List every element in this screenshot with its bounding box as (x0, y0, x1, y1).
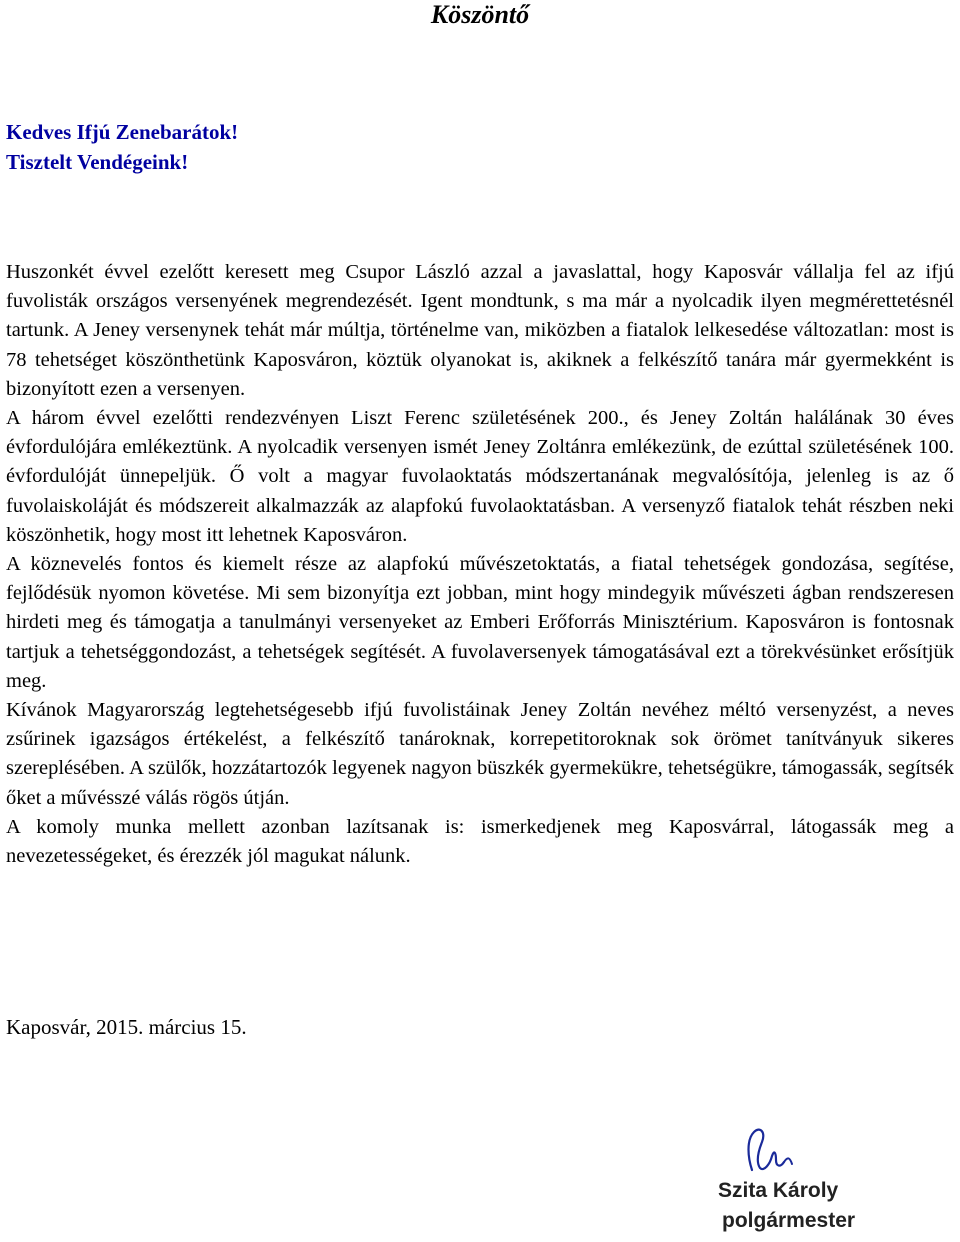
handwritten-signature-icon (730, 1122, 820, 1182)
greeting-line-2: Tisztelt Vendégeink! (6, 150, 189, 174)
place-and-date: Kaposvár, 2015. március 15. (6, 1015, 247, 1039)
signature-block (712, 1118, 872, 1242)
signatory-role: polgármester (722, 1209, 856, 1232)
greeting-line-1: Kedves Ifjú Zenebarátok! (6, 120, 239, 144)
paragraph-4: Kívánok Magyarország legtehetségesebb ifjú fuvolistáinak Jeney Zoltán nevéhez méltó versenyzést, a neves zsűrinek igazságos értékelést, a felkészítő tanároknak, korrepetitoroknak sok örömet tanítványuk sikeres szereplésében. A szülők, hozzátartozók legyenek nagyon büszkék gyermekükre, tehetségükre, támogassák, segítsék őket a művésszé válás rögös útján. (6, 699, 954, 809)
paragraph-5: A komoly munka mellett azonban lazítsanak is: ismerkedjenek meg Kaposvárral, látogassák meg a nevezetességeket, és érezzék jól magukat nálunk. (6, 815, 954, 868)
signatory-name: Szita Károly (718, 1179, 839, 1202)
paragraph-2: A három évvel ezelőtti rendezvényen Liszt Ferenc születésének 200., és Jeney Zoltán halálának 30 éves évfordulójára emlékeztünk. A nyolcadik versenyen ismét Jeney Zoltánra emlékezünk, de ezúttal születésének 100. évfordulóját ünnepeljük. Ő volt a magyar fuvolaoktatás módszertanának megvalósítója, jelenleg is az ő fuvolaiskoláját és módszereit alkalmazzák az alapfokú fuvolaoktatásban. A versenyző fiatalok tehát részben neki köszönhetik, hogy most itt lehetnek Kaposváron. (6, 407, 954, 546)
greeting (6, 117, 954, 177)
paragraph-3: A köznevelés fontos és kiemelt része az alapfokú művészetoktatás, a fiatal tehetségek gondozása, segítése, fejlődésük nyomon követése. Mi sem bizonyítja ezt jobban, mint hogy mindegyik művészeti ágban rendszeresen hirdeti meg és támogatja a tanulmányi versenyeket az Emberi Erőforrás Minisztérium. Kaposváron is fontosnak tartjuk a tehetséggondozást, a tehetségek segítését. A fuvolaversenyek támogatásával ezt a törekvésünket erősítjük meg. (6, 553, 954, 692)
paragraph-1: Huszonkét évvel ezelőtt keresett meg Csupor László azzal a javaslattal, hogy Kaposvár vállalja fel az ifjú fuvolisták országos versenyének megrendezését. Igent mondtunk, s ma már a nyolcadik ilyen megmérettetésnél tartunk. A Jeney versenynek tehát már múltja, történelme van, miközben a fiatalok lelkesedése változatlan: most is 78 tehetséget köszönthetünk Kaposváron, köztük olyanokat is, akiknek a felkészítő tanára már gyermekként is bizonyított ezen a versenyen. (6, 261, 954, 400)
letter-body (6, 258, 954, 871)
document-title: Köszöntő (430, 0, 530, 29)
